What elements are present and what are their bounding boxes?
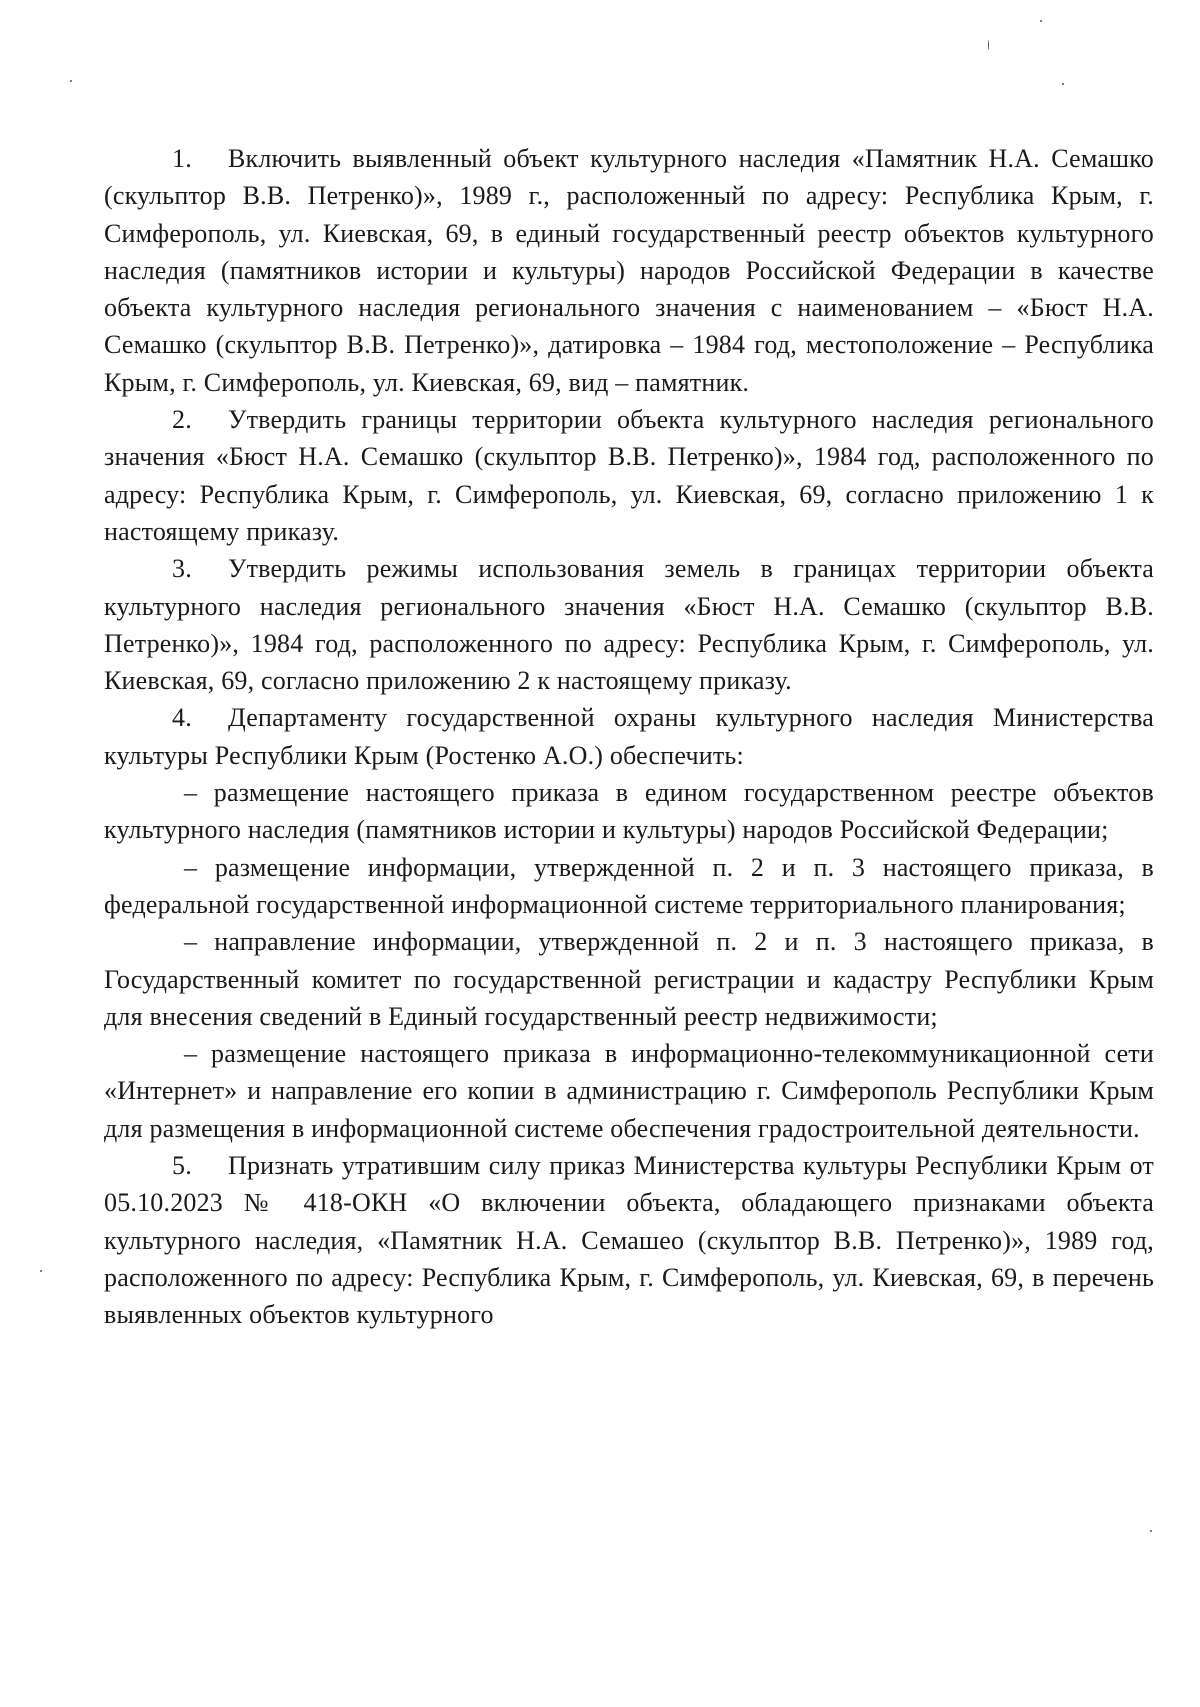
item-text: Признать утратившим силу приказ Министерства культуры Республики Крым от 05.10.2023 № 418-ОКН «О включении объекта, обладающего признаками объекта культурного наследия, «Памятник Н.А. Семашео (скульптор В.В. Петренко)», 1989 год, расположенного по адресу: Республика Крым, г. Симферополь, ул. Киевская, 69, в перечень выявленных объектов культурного — [104, 1151, 1154, 1330]
item-number: 4. — [172, 703, 192, 733]
subitem-internet: – размещение настоящего приказа в информационно-телекоммуникационной сети «Интернет» и направление его копии в администрацию г. Симферополь Республики Крым для размещения в информационной системе обеспечения градостроительной деятельности. — [104, 1039, 1154, 1143]
scan-speck — [988, 40, 989, 50]
subitem-cadastre: – направление информации, утвержденной п. 2 и п. 3 настоящего приказа, в Государственный комитет по государственной регистрации и кадастру Республики Крым для внесения сведений в Единый государственный реестр недвижимости; — [104, 927, 1154, 1031]
paragraph-item-5 — [104, 1147, 1154, 1333]
item-number: 1. — [172, 144, 192, 173]
subitem-registry: – размещение настоящего приказа в едином государственном реестре объектов культурного наследия (памятников истории и культуры) народов Российской Федерации; — [104, 778, 1154, 845]
item-number: 3. — [172, 554, 192, 584]
paragraph-item-2 — [104, 401, 1154, 550]
scan-speck — [1150, 1530, 1152, 1532]
scan-speck — [1062, 83, 1064, 85]
scan-speck — [70, 80, 72, 82]
item-number: 2. — [172, 405, 192, 435]
item-text: Департаменту государственной охраны культурного наследия Министерства культуры Республики Крым (Ростенко А.О.) обеспечить: — [104, 703, 1154, 770]
subitem-federal-system: – размещение информации, утвержденной п. 2 и п. 3 настоящего приказа, в федеральной государственной информационной системе территориального планирования; — [104, 852, 1154, 919]
scan-speck — [40, 1270, 42, 1272]
item-text: Утвердить границы территории объекта культурного наследия регионального значения «Бюст Н.А. Семашко (скульптор В.В. Петренко)», 1984 год, расположенного по адресу: Республика Крым, г. Симферополь, ул. Киевская, 69, согласно приложению 1 к настоящему приказу. — [104, 405, 1154, 546]
paragraph-item-1 — [104, 140, 1154, 401]
item-text: Включить выявленный объект культурного наследия «Памятник Н.А. Семашко (скульптор В.В. Петренко)», 1989 г., расположенный по адресу: Республика Крым, г. Симферополь, ул. Киевская, 69, в единый государственный реестр объектов культурного наследия (памятников истории и культуры) народов Российской Федерации в качестве объекта культурного наследия регионального значения с наименованием – «Бюст Н.А. Семашко (скульптор В.В. Петренко)», датировка – 1984 год, местоположение – Республика Крым, г. Симферополь, ул. Киевская, 69, вид – памятник. — [104, 144, 1154, 397]
document-body — [104, 140, 1154, 1334]
paragraph-item-3 — [104, 550, 1154, 699]
item-number: 5. — [172, 1151, 192, 1181]
item-text: Утвердить режимы использования земель в границах территории объекта культурного наследия регионального значения «Бюст Н.А. Семашко (скульптор В.В. Петренко)», 1984 год, расположенного по адресу: Республика Крым, г. Симферополь, ул. Киевская, 69, согласно приложению 2 к настоящему приказу. — [104, 554, 1154, 696]
paragraph-item-4 — [104, 699, 1154, 774]
scan-speck — [1040, 20, 1042, 22]
